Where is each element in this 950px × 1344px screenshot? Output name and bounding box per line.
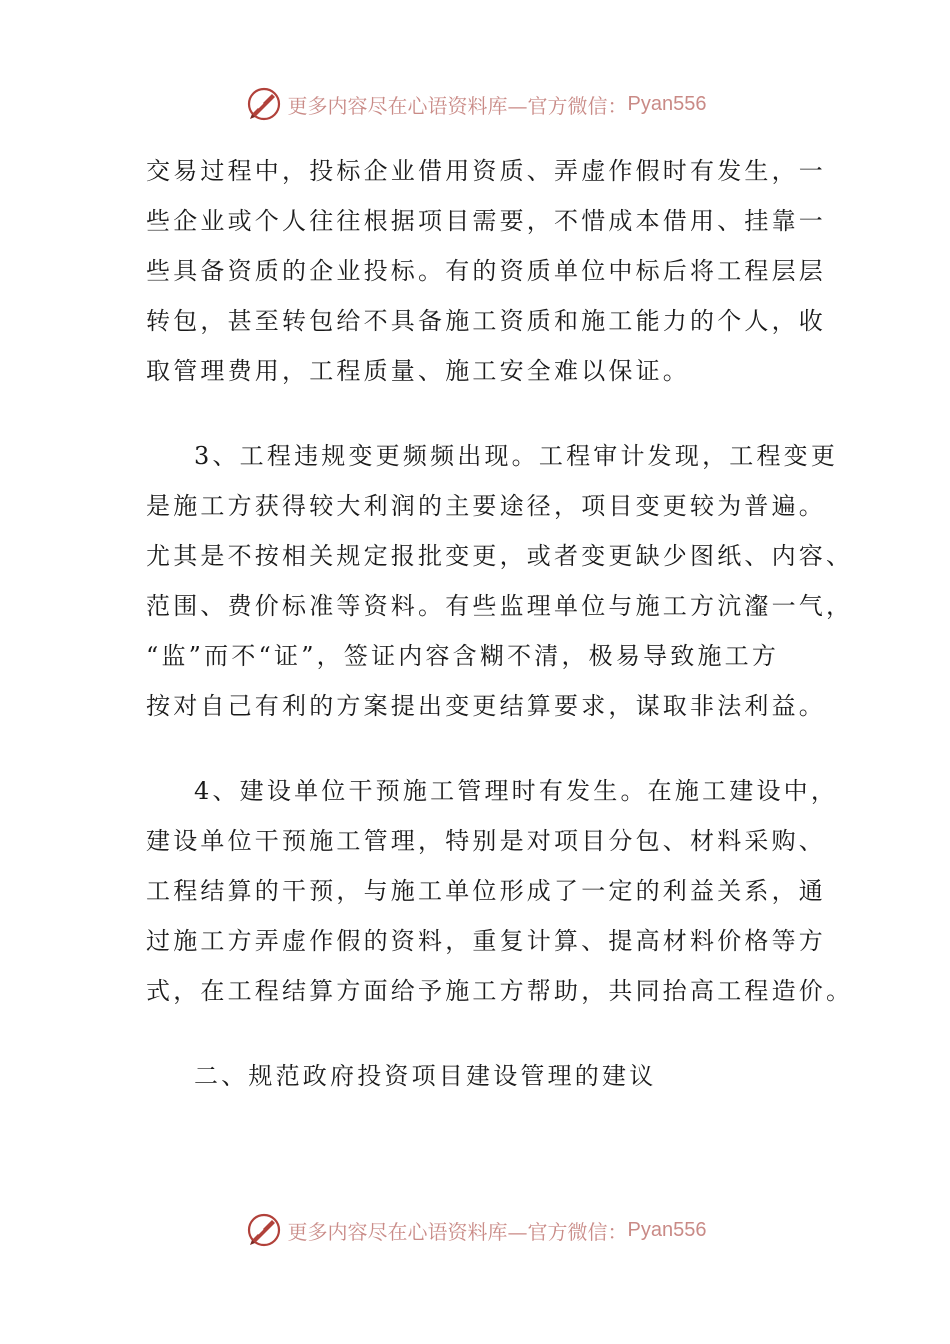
text-line: 3、工程违规变更频频出现。工程审计发现，工程变更: [194, 442, 839, 470]
paragraph-gap: [146, 396, 806, 431]
text-line: 过施工方弄虚作假的资料，重复计算、提高材料价格等方: [146, 927, 826, 955]
pen-logo-icon: [244, 84, 284, 124]
pen-logo-icon: [244, 1210, 284, 1250]
footer-promo-text: 更多内容尽在心语资料库—官方微信：: [287, 1219, 628, 1244]
text-line: 些企业或个人往往根据项目需要，不惜成本借用、挂靠一: [146, 207, 826, 235]
paragraph-2: [146, 431, 854, 731]
text-line: 尤其是不按相关规定报批变更，或者变更缺少图纸、内容、: [146, 542, 854, 570]
paragraph-gap: [146, 731, 806, 766]
document-body: [146, 146, 854, 1101]
text-line: “监”而不“证”，签证内容含糊不清，极易导致施工方: [146, 642, 780, 670]
footer-promo-handle: Pyan556: [627, 1218, 707, 1241]
text-line: 交易过程中，投标企业借用资质、弄虚作假时有发生，一: [146, 157, 826, 185]
text-line: 转包，甚至转包给不具备施工资质和施工能力的个人，收: [146, 307, 826, 335]
text-line: 是施工方获得较大利润的主要途径，项目变更较为普遍。: [146, 492, 826, 520]
section-heading: 二、规范政府投资项目建设管理的建议: [194, 1062, 657, 1090]
header-promo-handle: Pyan556: [627, 92, 707, 115]
text-line: 工程结算的干预，与施工单位形成了一定的利益关系，通: [146, 877, 826, 905]
text-line: 取管理费用，工程质量、施工安全难以保证。: [146, 357, 690, 385]
paragraph-3: [146, 766, 854, 1016]
text-line: 4、建设单位干预施工管理时有发生。在施工建设中，: [194, 777, 839, 805]
text-line: 些具备资质的企业投标。有的资质单位中标后将工程层层: [146, 257, 826, 285]
text-line: 按对自己有利的方案提出变更结算要求，谋取非法利益。: [146, 692, 826, 720]
paragraph-1: [146, 146, 826, 396]
header-promo-banner: [0, 82, 950, 126]
paragraph-gap: [146, 1016, 806, 1051]
text-line: 范围、费价标准等资料。有些监理单位与施工方沆瀣一气，: [146, 592, 854, 620]
header-promo-text: 更多内容尽在心语资料库—官方微信：: [287, 93, 628, 118]
text-line: 式，在工程结算方面给予施工方帮助，共同抬高工程造价。: [146, 977, 854, 1005]
text-line: 建设单位干预施工管理，特别是对项目分包、材料采购、: [146, 827, 826, 855]
footer-promo-banner: [0, 1208, 950, 1252]
